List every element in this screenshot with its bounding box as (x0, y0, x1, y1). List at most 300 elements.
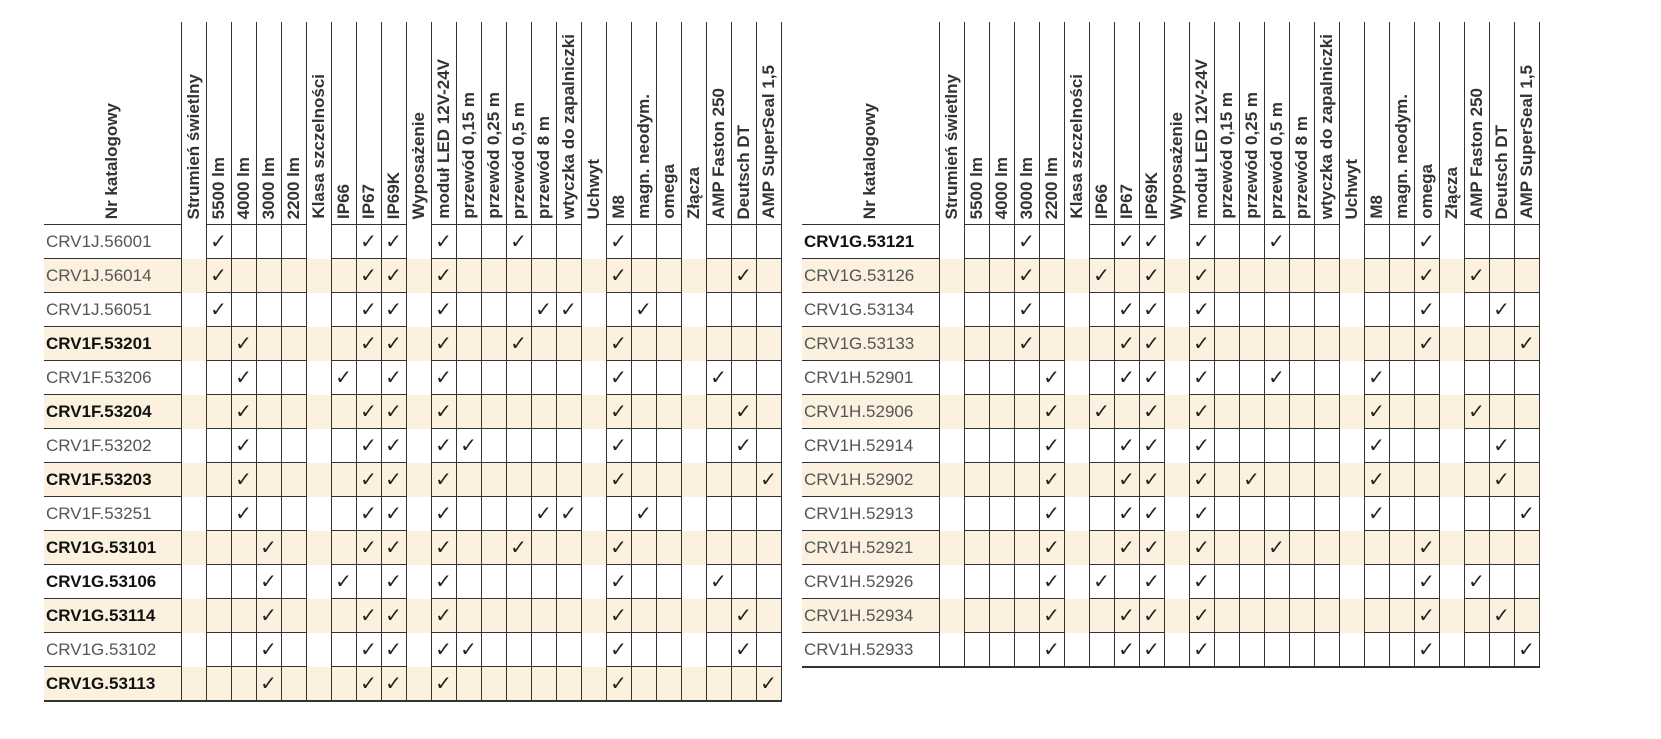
catalog-number: CRV1G.53101 (44, 531, 181, 565)
category-spacer-cell (1064, 293, 1089, 327)
option-cell-4000-lm (231, 599, 256, 633)
option-cell-deutsch-dt (731, 463, 756, 497)
option-cell-omega (1414, 429, 1439, 463)
category-spacer-cell (406, 633, 431, 667)
option-cell-ip67 (1114, 259, 1139, 293)
catalog-number: CRV1H.52933 (802, 633, 939, 668)
option-cell-modu-led-12v-24v (431, 565, 456, 599)
check-mark-icon: ✓ (1193, 502, 1210, 525)
column-header-przew-d-0-5-m (1264, 22, 1289, 225)
option-cell-przew-d-0-5-m (1264, 327, 1289, 361)
option-cell-deutsch-dt (1489, 225, 1514, 259)
option-cell-wtyczka-do-zapalniczki (556, 259, 581, 293)
option-cell-omega (656, 633, 681, 667)
check-mark-icon: ✓ (260, 570, 277, 593)
option-cell-wtyczka-do-zapalniczki (1314, 565, 1339, 599)
option-cell-ip67 (1114, 531, 1139, 565)
option-cell-ip67 (356, 633, 381, 667)
option-cell-przew-d-0-15-m (456, 225, 481, 259)
column-header-z-cza (681, 22, 706, 225)
column-header-wtyczka-do-zapalniczki (1314, 22, 1339, 225)
option-cell-amp-faston-250 (706, 395, 731, 429)
column-header-magn-neodym (1389, 22, 1414, 225)
option-cell-omega (656, 497, 681, 531)
option-cell-ip67 (356, 293, 381, 327)
column-header-label: 4000 lm (233, 156, 253, 219)
option-cell-ip67 (356, 531, 381, 565)
option-cell-amp-faston-250 (1464, 225, 1489, 259)
check-mark-icon: ✓ (335, 570, 352, 593)
column-header-nr-katalogowy (802, 22, 939, 225)
option-cell-5500-lm (964, 463, 989, 497)
check-mark-icon: ✓ (385, 672, 402, 695)
option-cell-ip67 (1114, 361, 1139, 395)
option-cell-amp-superseal-1-5 (1514, 565, 1539, 599)
category-spacer-cell (939, 633, 964, 668)
column-header-label: Klasa szczelności (308, 74, 328, 219)
category-spacer-cell (181, 565, 206, 599)
option-cell-m8 (606, 259, 631, 293)
catalog-number: CRV1G.53133 (802, 327, 939, 361)
option-cell-wtyczka-do-zapalniczki (1314, 463, 1339, 497)
category-spacer-cell (581, 259, 606, 293)
option-cell-5500-lm (206, 497, 231, 531)
option-cell-ip69k (381, 633, 406, 667)
option-cell-przew-d-8-m (531, 497, 556, 531)
option-cell-5500-lm (964, 293, 989, 327)
option-cell-magn-neodym (1389, 531, 1414, 565)
option-cell-magn-neodym (631, 633, 656, 667)
option-cell-3000-lm (1014, 463, 1039, 497)
option-cell-przew-d-8-m (531, 395, 556, 429)
option-cell-przew-d-8-m (531, 667, 556, 702)
option-cell-przew-d-0-5-m (1264, 565, 1289, 599)
option-cell-przew-d-0-25-m (481, 293, 506, 327)
option-cell-deutsch-dt (1489, 633, 1514, 668)
option-cell-wtyczka-do-zapalniczki (556, 531, 581, 565)
option-cell-przew-d-0-15-m (456, 633, 481, 667)
check-mark-icon: ✓ (335, 366, 352, 389)
column-header-3000-lm (1014, 22, 1039, 225)
category-spacer-cell (1439, 395, 1464, 429)
check-mark-icon: ✓ (360, 434, 377, 457)
check-mark-icon: ✓ (385, 264, 402, 287)
option-cell-amp-faston-250 (1464, 565, 1489, 599)
option-cell-4000-lm (989, 599, 1014, 633)
check-mark-icon: ✓ (360, 298, 377, 321)
column-header-2200-lm (1039, 22, 1064, 225)
check-mark-icon: ✓ (1118, 638, 1135, 661)
category-spacer-cell (306, 497, 331, 531)
check-mark-icon: ✓ (1368, 366, 1385, 389)
option-cell-omega (656, 429, 681, 463)
check-mark-icon: ✓ (1418, 264, 1435, 287)
option-cell-wtyczka-do-zapalniczki (1314, 633, 1339, 668)
option-cell-amp-superseal-1-5 (756, 327, 781, 361)
product-table-left (44, 22, 782, 702)
check-mark-icon: ✓ (385, 502, 402, 525)
option-cell-przew-d-0-25-m (1239, 463, 1264, 497)
check-mark-icon: ✓ (360, 638, 377, 661)
option-cell-modu-led-12v-24v (1189, 293, 1214, 327)
option-cell-ip67 (356, 225, 381, 259)
option-cell-przew-d-8-m (1289, 463, 1314, 497)
column-header-label: IP67 (358, 184, 378, 219)
option-cell-magn-neodym (631, 531, 656, 565)
option-cell-przew-d-8-m (1289, 361, 1314, 395)
column-header-m8 (1364, 22, 1389, 225)
option-cell-m8 (1364, 497, 1389, 531)
column-header-label: Złącza (683, 167, 703, 219)
option-cell-wtyczka-do-zapalniczki (1314, 497, 1339, 531)
option-cell-2200-lm (281, 361, 306, 395)
column-header-label: przewód 0,25 m (483, 92, 503, 219)
option-cell-3000-lm (256, 463, 281, 497)
column-header-klasa-szczelno-ci (306, 22, 331, 225)
option-cell-amp-superseal-1-5 (756, 429, 781, 463)
option-cell-4000-lm (989, 633, 1014, 668)
option-cell-m8 (606, 327, 631, 361)
column-header-ip66 (331, 22, 356, 225)
option-cell-ip66 (331, 463, 356, 497)
option-cell-ip69k (381, 667, 406, 702)
check-mark-icon: ✓ (1418, 298, 1435, 321)
option-cell-przew-d-8-m (1289, 395, 1314, 429)
option-cell-amp-superseal-1-5 (756, 497, 781, 531)
catalog-number: CRV1H.52926 (802, 565, 939, 599)
option-cell-deutsch-dt (731, 293, 756, 327)
option-cell-4000-lm (231, 327, 256, 361)
option-cell-amp-superseal-1-5 (1514, 395, 1539, 429)
option-cell-przew-d-0-15-m (456, 259, 481, 293)
check-mark-icon: ✓ (385, 400, 402, 423)
option-cell-omega (656, 667, 681, 702)
check-mark-icon: ✓ (1143, 570, 1160, 593)
option-cell-przew-d-0-5-m (1264, 361, 1289, 395)
column-header-label: Uchwyt (583, 158, 603, 219)
option-cell-ip66 (331, 633, 356, 667)
option-cell-m8 (1364, 463, 1389, 497)
option-cell-magn-neodym (631, 667, 656, 702)
option-cell-ip67 (1114, 633, 1139, 668)
catalog-number: CRV1J.56014 (44, 259, 181, 293)
option-cell-magn-neodym (631, 225, 656, 259)
option-cell-ip66 (1089, 599, 1114, 633)
check-mark-icon: ✓ (1043, 638, 1060, 661)
column-header-z-cza (1439, 22, 1464, 225)
category-spacer-cell (581, 361, 606, 395)
option-cell-4000-lm (989, 259, 1014, 293)
check-mark-icon: ✓ (510, 536, 527, 559)
option-cell-4000-lm (989, 225, 1014, 259)
check-mark-icon: ✓ (1118, 332, 1135, 355)
check-mark-icon: ✓ (1093, 570, 1110, 593)
option-cell-4000-lm (989, 565, 1014, 599)
category-spacer-cell (681, 531, 706, 565)
check-mark-icon: ✓ (360, 230, 377, 253)
check-mark-icon: ✓ (1043, 536, 1060, 559)
option-cell-przew-d-0-5-m (1264, 225, 1289, 259)
option-cell-amp-faston-250 (706, 497, 731, 531)
check-mark-icon: ✓ (435, 570, 452, 593)
category-spacer-cell (681, 497, 706, 531)
option-cell-2200-lm (281, 293, 306, 327)
category-spacer-cell (939, 395, 964, 429)
column-header-5500-lm (206, 22, 231, 225)
category-spacer-cell (1064, 361, 1089, 395)
option-cell-ip66 (1089, 565, 1114, 599)
table-row (802, 463, 1539, 497)
check-mark-icon: ✓ (210, 264, 227, 287)
option-cell-3000-lm (1014, 361, 1039, 395)
option-cell-amp-faston-250 (706, 667, 731, 702)
option-cell-m8 (606, 225, 631, 259)
option-cell-ip66 (1089, 259, 1114, 293)
catalog-number: CRV1H.52901 (802, 361, 939, 395)
option-cell-modu-led-12v-24v (1189, 259, 1214, 293)
option-cell-przew-d-0-5-m (1264, 497, 1289, 531)
category-spacer-cell (1339, 497, 1364, 531)
check-mark-icon: ✓ (510, 230, 527, 253)
option-cell-2200-lm (1039, 361, 1064, 395)
column-header-ip69k (381, 22, 406, 225)
check-mark-icon: ✓ (610, 672, 627, 695)
option-cell-5500-lm (206, 633, 231, 667)
option-cell-ip66 (1089, 293, 1114, 327)
option-cell-2200-lm (1039, 497, 1064, 531)
category-spacer-cell (681, 667, 706, 702)
option-cell-4000-lm (231, 429, 256, 463)
table-row (44, 395, 781, 429)
option-cell-przew-d-0-25-m (481, 463, 506, 497)
option-cell-4000-lm (989, 293, 1014, 327)
catalog-number: CRV1G.53134 (802, 293, 939, 327)
check-mark-icon: ✓ (1143, 502, 1160, 525)
column-header-label: AMP SuperSeal 1,5 (758, 65, 778, 219)
category-spacer-cell (1064, 395, 1089, 429)
column-header-label: 5500 lm (208, 156, 228, 219)
option-cell-modu-led-12v-24v (1189, 565, 1214, 599)
option-cell-modu-led-12v-24v (431, 395, 456, 429)
option-cell-ip69k (1139, 463, 1164, 497)
option-cell-przew-d-0-15-m (1214, 259, 1239, 293)
check-mark-icon: ✓ (360, 332, 377, 355)
category-spacer-cell (581, 497, 606, 531)
check-mark-icon: ✓ (435, 502, 452, 525)
option-cell-przew-d-0-5-m (506, 463, 531, 497)
option-cell-przew-d-0-5-m (506, 259, 531, 293)
option-cell-m8 (1364, 361, 1389, 395)
option-cell-ip67 (356, 259, 381, 293)
check-mark-icon: ✓ (435, 332, 452, 355)
check-mark-icon: ✓ (1368, 400, 1385, 423)
catalog-number: CRV1H.52914 (802, 429, 939, 463)
option-cell-5500-lm (206, 361, 231, 395)
option-cell-przew-d-0-15-m (456, 565, 481, 599)
option-cell-ip66 (1089, 327, 1114, 361)
check-mark-icon: ✓ (435, 366, 452, 389)
option-cell-wtyczka-do-zapalniczki (556, 633, 581, 667)
option-cell-przew-d-0-25-m (1239, 599, 1264, 633)
option-cell-amp-faston-250 (1464, 293, 1489, 327)
check-mark-icon: ✓ (435, 638, 452, 661)
option-cell-5500-lm (964, 395, 989, 429)
category-spacer-cell (581, 599, 606, 633)
check-mark-icon: ✓ (610, 434, 627, 457)
category-spacer-cell (181, 361, 206, 395)
check-mark-icon: ✓ (435, 536, 452, 559)
check-mark-icon: ✓ (1193, 638, 1210, 661)
option-cell-przew-d-0-15-m (456, 667, 481, 702)
catalog-number: CRV1J.56051 (44, 293, 181, 327)
option-cell-przew-d-0-15-m (1214, 395, 1239, 429)
option-cell-ip66 (1089, 633, 1114, 668)
check-mark-icon: ✓ (1418, 536, 1435, 559)
option-cell-magn-neodym (1389, 565, 1414, 599)
option-cell-amp-faston-250 (706, 327, 731, 361)
check-mark-icon: ✓ (735, 434, 752, 457)
option-cell-deutsch-dt (731, 327, 756, 361)
category-spacer-cell (681, 429, 706, 463)
check-mark-icon: ✓ (1143, 264, 1160, 287)
column-header-przew-d-0-5-m (506, 22, 531, 225)
category-spacer-cell (306, 667, 331, 702)
option-cell-4000-lm (231, 259, 256, 293)
check-mark-icon: ✓ (1193, 400, 1210, 423)
option-cell-modu-led-12v-24v (431, 497, 456, 531)
category-spacer-cell (939, 361, 964, 395)
option-cell-przew-d-0-25-m (481, 667, 506, 702)
option-cell-4000-lm (989, 395, 1014, 429)
category-spacer-cell (1064, 259, 1089, 293)
table-row (802, 361, 1539, 395)
check-mark-icon: ✓ (360, 672, 377, 695)
option-cell-ip69k (1139, 531, 1164, 565)
check-mark-icon: ✓ (510, 332, 527, 355)
catalog-number: CRV1H.52902 (802, 463, 939, 497)
option-cell-ip69k (1139, 565, 1164, 599)
check-mark-icon: ✓ (235, 502, 252, 525)
option-cell-przew-d-0-25-m (1239, 633, 1264, 668)
column-header-wtyczka-do-zapalniczki (556, 22, 581, 225)
check-mark-icon: ✓ (1493, 468, 1510, 491)
category-spacer-cell (1164, 463, 1189, 497)
category-spacer-cell (1339, 259, 1364, 293)
option-cell-ip66 (1089, 225, 1114, 259)
option-cell-przew-d-0-5-m (506, 429, 531, 463)
option-cell-amp-superseal-1-5 (1514, 531, 1539, 565)
option-cell-3000-lm (1014, 225, 1039, 259)
category-spacer-cell (306, 531, 331, 565)
option-cell-przew-d-0-25-m (1239, 293, 1264, 327)
column-header-label: 2200 lm (1041, 156, 1061, 219)
option-cell-5500-lm (206, 395, 231, 429)
check-mark-icon: ✓ (610, 638, 627, 661)
option-cell-przew-d-0-5-m (506, 599, 531, 633)
option-cell-przew-d-8-m (531, 429, 556, 463)
check-mark-icon: ✓ (435, 672, 452, 695)
check-mark-icon: ✓ (1143, 468, 1160, 491)
option-cell-amp-superseal-1-5 (1514, 259, 1539, 293)
option-cell-wtyczka-do-zapalniczki (1314, 259, 1339, 293)
option-cell-amp-faston-250 (706, 259, 731, 293)
catalog-number: CRV1F.53201 (44, 327, 181, 361)
category-spacer-cell (681, 463, 706, 497)
option-cell-przew-d-0-25-m (1239, 327, 1264, 361)
check-mark-icon: ✓ (435, 434, 452, 457)
category-spacer-cell (939, 497, 964, 531)
option-cell-4000-lm (989, 463, 1014, 497)
option-cell-modu-led-12v-24v (431, 327, 456, 361)
option-cell-ip67 (1114, 293, 1139, 327)
option-cell-magn-neodym (631, 497, 656, 531)
category-spacer-cell (306, 463, 331, 497)
category-spacer-cell (406, 667, 431, 702)
option-cell-przew-d-8-m (1289, 259, 1314, 293)
option-cell-5500-lm (964, 259, 989, 293)
check-mark-icon: ✓ (235, 332, 252, 355)
option-cell-ip69k (1139, 225, 1164, 259)
category-spacer-cell (181, 327, 206, 361)
option-cell-magn-neodym (1389, 497, 1414, 531)
category-spacer-cell (1339, 361, 1364, 395)
option-cell-wtyczka-do-zapalniczki (1314, 327, 1339, 361)
option-cell-amp-faston-250 (706, 225, 731, 259)
option-cell-magn-neodym (1389, 633, 1414, 668)
option-cell-magn-neodym (1389, 293, 1414, 327)
check-mark-icon: ✓ (385, 366, 402, 389)
table-row (802, 259, 1539, 293)
option-cell-m8 (606, 293, 631, 327)
option-cell-5500-lm (964, 429, 989, 463)
column-header-amp-superseal-1-5 (1514, 22, 1539, 225)
option-cell-deutsch-dt (731, 259, 756, 293)
column-header-amp-superseal-1-5 (756, 22, 781, 225)
category-spacer-cell (1164, 565, 1189, 599)
check-mark-icon: ✓ (235, 400, 252, 423)
column-header-label: 2200 lm (283, 156, 303, 219)
catalog-number: CRV1F.53204 (44, 395, 181, 429)
option-cell-ip69k (381, 293, 406, 327)
check-mark-icon: ✓ (360, 264, 377, 287)
option-cell-amp-faston-250 (1464, 497, 1489, 531)
check-mark-icon: ✓ (610, 570, 627, 593)
column-header-label: przewód 0,5 m (508, 101, 528, 219)
check-mark-icon: ✓ (1193, 366, 1210, 389)
option-cell-amp-faston-250 (706, 429, 731, 463)
option-cell-wtyczka-do-zapalniczki (556, 497, 581, 531)
option-cell-przew-d-0-5-m (1264, 599, 1289, 633)
option-cell-ip69k (381, 599, 406, 633)
option-cell-omega (656, 565, 681, 599)
option-cell-przew-d-0-15-m (456, 599, 481, 633)
column-header-nr-katalogowy (44, 22, 181, 225)
category-spacer-cell (181, 429, 206, 463)
option-cell-przew-d-0-25-m (481, 395, 506, 429)
option-cell-ip66 (331, 599, 356, 633)
column-header-label: moduł LED 12V-24V (1191, 59, 1211, 219)
option-cell-przew-d-0-15-m (456, 463, 481, 497)
catalog-number: CRV1G.53114 (44, 599, 181, 633)
option-cell-przew-d-0-15-m (1214, 497, 1239, 531)
option-cell-5500-lm (964, 531, 989, 565)
check-mark-icon: ✓ (760, 468, 777, 491)
option-cell-modu-led-12v-24v (1189, 633, 1214, 668)
option-cell-ip69k (1139, 429, 1164, 463)
option-cell-ip67 (1114, 395, 1139, 429)
catalog-number: CRV1H.52921 (802, 531, 939, 565)
category-spacer-cell (939, 225, 964, 259)
